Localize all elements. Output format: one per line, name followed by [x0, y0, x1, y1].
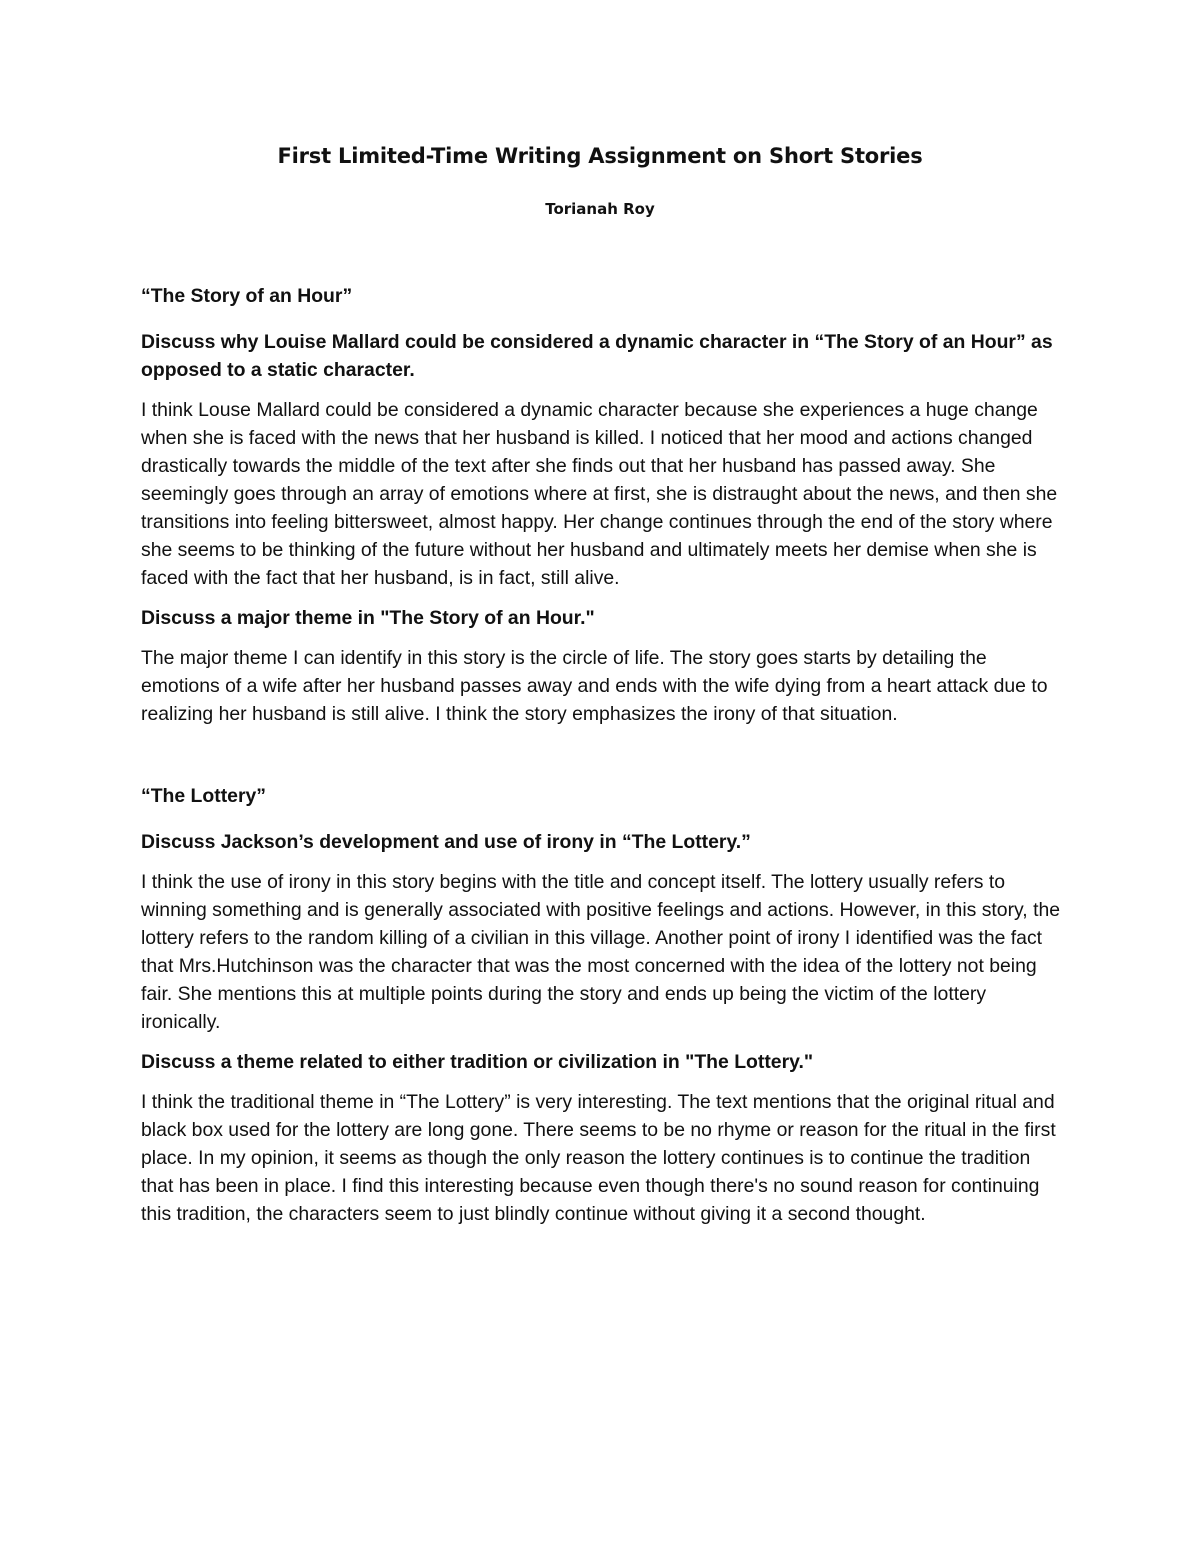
- question-text: Discuss a major theme in "The Story of an Hour.": [141, 607, 595, 629]
- answer-text: I think Louse Mallard could be considered a dynamic character because she experiences a huge change when she is faced with the news that her husband is killed. I noticed that her mood and actions changed drastically towards the middle of the text after she finds out that her husband has passed away. She seemingly goes through an array of emotions where at first, she is distraught about the news, and then she transitions into feeling bittersweet, almost happy. Her change continues through the end of the story where she seems to be thinking of the future without her husband and ultimately meets her demise when she is faced with the fact that her husband, is in fact, still alive.: [141, 399, 1058, 589]
- question-text: Discuss Jackson’s development and use of irony in “The Lottery.”: [141, 831, 751, 853]
- question-text: Discuss why Louise Mallard could be considered a dynamic character in “The Story of an Hour” as opposed to a static character.: [141, 331, 1053, 381]
- author-name: Torianah Roy: [545, 200, 655, 218]
- question-text: Discuss a theme related to either tradition or civilization in "The Lottery.": [141, 1051, 814, 1073]
- document-body: [141, 282, 1066, 1240]
- section-the-lottery: [141, 782, 1066, 1228]
- section-heading: “The Story of an Hour”: [141, 285, 353, 307]
- answer-text: I think the traditional theme in “The Lottery” is very interesting. The text mentions that the original ritual and black box used for the lottery are long gone. There seems to be no rhyme or reason for the ritual in the first place. In my opinion, it seems as though the only reason the lottery continues is to continue the tradition that has been in place. I find this interesting because even though there's no sound reason for continuing this tradition, the characters seem to just blindly continue without giving it a second thought.: [141, 1091, 1056, 1225]
- section-story-of-an-hour: [141, 282, 1066, 728]
- answer-text: I think the use of irony in this story begins with the title and concept itself. The lottery usually refers to winning something and is generally associated with positive feelings and actions. However, in this story, the lottery refers to the random killing of a civilian in this village. Another point of irony I identified was the fact that Mrs.Hutchinson was the character that was the most concerned with the idea of the lottery not being fair. She mentions this at multiple points during the story and ends up being the victim of the lottery ironically.: [141, 871, 1061, 1033]
- answer-text: The major theme I can identify in this story is the circle of life. The story goes starts by detailing the emotions of a wife after her husband passes away and ends with the wife dying from a heart attack due to realizing her husband is still alive. I think the story emphasizes the irony of that situation.: [141, 647, 1048, 725]
- document-title: First Limited-Time Writing Assignment on Short Stories: [277, 144, 923, 168]
- section-heading: “The Lottery”: [141, 785, 266, 807]
